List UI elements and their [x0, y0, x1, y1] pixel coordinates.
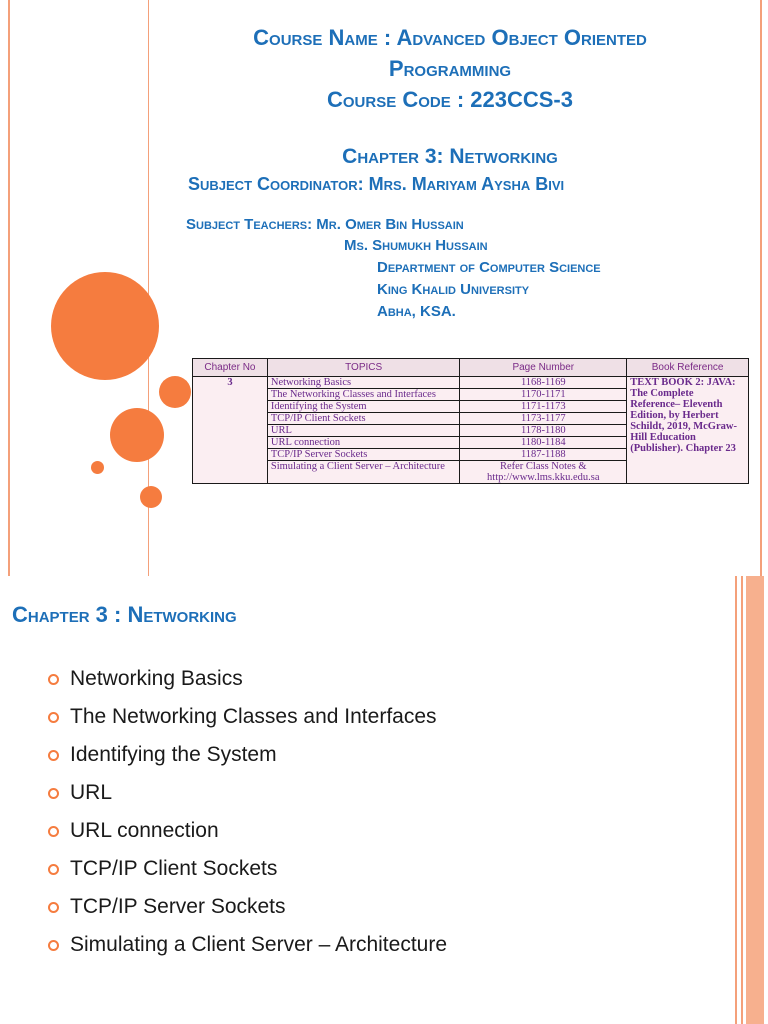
page-cell: 1180-1184	[460, 437, 627, 449]
book-reference-cell: TEXT BOOK 2: JAVA: The Complete Reference– Eleventh Edition, by Herbert Schildt, 2019, McGraw-Hill Education (Publisher). Chapter 23	[627, 377, 749, 484]
decorative-circle-large	[51, 272, 159, 380]
bullet-icon	[48, 864, 59, 875]
table-row	[193, 377, 749, 389]
bullet-icon	[48, 826, 59, 837]
page-cell: 1187-1188	[460, 449, 627, 461]
decorative-circle-small-2	[140, 486, 162, 508]
bullet-icon	[48, 940, 59, 951]
chapter-title: Chapter 3: Networking	[342, 145, 558, 168]
bullet-icon	[48, 750, 59, 761]
page-cell: Refer Class Notes & http://www.lms.kku.edu.sa	[460, 461, 627, 484]
slide-2-title: Chapter 3 : Networking	[12, 602, 237, 627]
slide-2	[0, 576, 768, 1024]
list-item: The Networking Classes and Interfaces	[46, 698, 447, 736]
subject-coordinator: Subject Coordinator: Mrs. Mariyam Aysha Bivi	[188, 174, 565, 194]
page-cell: 1171-1173	[460, 401, 627, 413]
course-name-line1: Course Name : Advanced Object Oriented	[253, 25, 647, 50]
table-header-row	[193, 359, 749, 377]
list-item: URL	[46, 774, 447, 812]
header-book-reference: Book Reference	[627, 359, 749, 377]
header-topics: TOPICS	[267, 359, 460, 377]
decorative-circle-small	[159, 376, 191, 408]
topic-cell: TCP/IP Client Sockets	[267, 413, 460, 425]
header-page-number: Page Number	[460, 359, 627, 377]
right-accent-line	[760, 0, 762, 576]
page-cell: 1178-1180	[460, 425, 627, 437]
page-cell: 1168-1169	[460, 377, 627, 389]
department: Department of Computer Science	[377, 259, 601, 276]
page-cell: 1170-1171	[460, 389, 627, 401]
bullet-icon	[48, 902, 59, 913]
topic-cell: Identifying the System	[267, 401, 460, 413]
subject-teachers-line2: Ms. Shumukh Hussain	[344, 237, 488, 254]
list-item: TCP/IP Client Sockets	[46, 850, 447, 888]
bullet-icon	[48, 712, 59, 723]
list-item: Identifying the System	[46, 736, 447, 774]
left-accent-line	[8, 0, 10, 576]
topic-cell: Simulating a Client Server – Architecture	[267, 461, 460, 484]
university: King Khalid University	[377, 281, 530, 298]
list-item: Simulating a Client Server – Architecture	[46, 926, 447, 964]
right-accent-band	[746, 576, 764, 1024]
chapter-reference-table	[192, 358, 749, 484]
course-code: Course Code : 223CCS-3	[326, 87, 573, 112]
topic-cell: The Networking Classes and Interfaces	[267, 389, 460, 401]
chapter-number-cell: 3	[193, 377, 268, 484]
list-item: URL connection	[46, 812, 447, 850]
list-item: TCP/IP Server Sockets	[46, 888, 447, 926]
topic-cell: URL connection	[267, 437, 460, 449]
topic-cell: Networking Basics	[267, 377, 460, 389]
decorative-circle-medium	[110, 408, 164, 462]
course-name-line2: Programming	[388, 56, 512, 81]
subject-teachers-line1: Subject Teachers: Mr. Omer Bin Hussain	[186, 216, 464, 233]
bullet-icon	[48, 788, 59, 799]
list-item: Networking Basics	[46, 660, 447, 698]
topic-cell: URL	[267, 425, 460, 437]
right-accent-line-1	[735, 576, 737, 1024]
decorative-circle-tiny	[91, 461, 104, 474]
location: Abha, KSA.	[377, 303, 456, 320]
page-cell: 1173-1177	[460, 413, 627, 425]
bullet-icon	[48, 674, 59, 685]
right-accent-line-2	[741, 576, 743, 1024]
topic-cell: TCP/IP Server Sockets	[267, 449, 460, 461]
header-chapter-no: Chapter No	[193, 359, 268, 377]
topics-bullet-list	[46, 660, 447, 964]
